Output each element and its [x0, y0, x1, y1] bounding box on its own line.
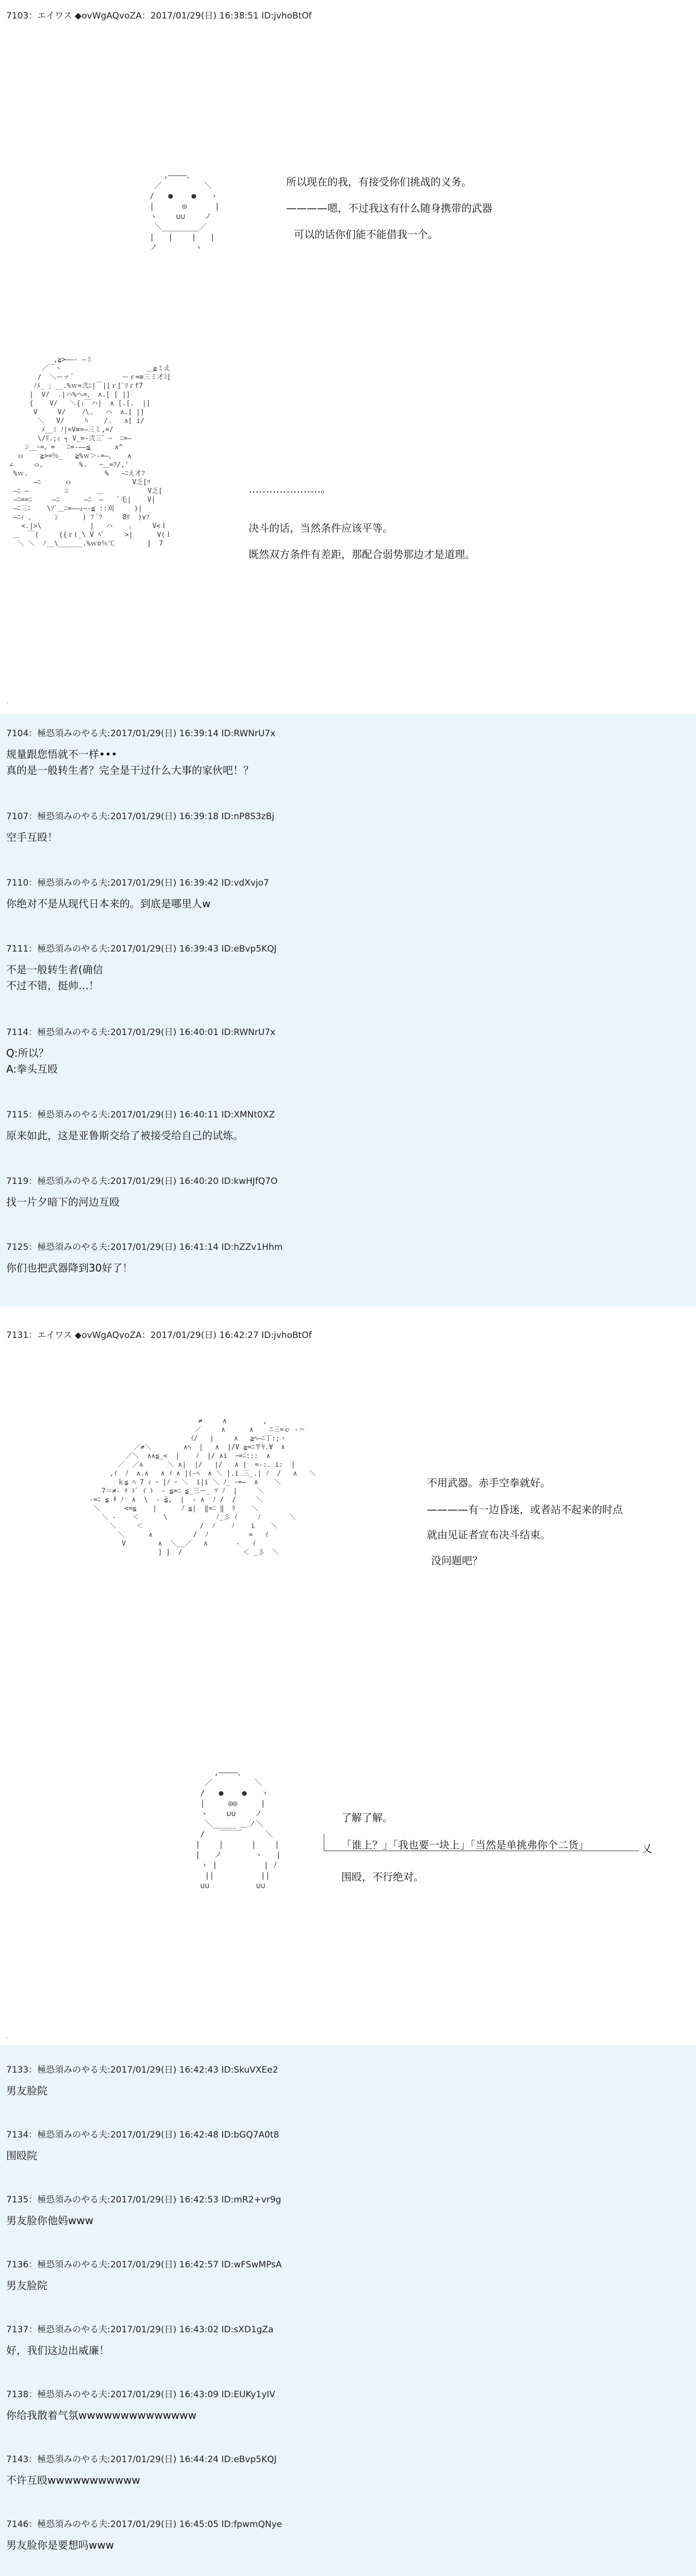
reply-7114: [6, 1025, 275, 1076]
story-refuse: 围殴，不行绝对。: [341, 1871, 424, 1883]
reply-7136: [6, 2257, 281, 2292]
reply-header: 7136：極恐須みのやる夫:2017/01/29(日) 16:42:57 ID:wFSwMPsA: [6, 2260, 282, 2270]
reply-7110: [6, 875, 269, 910]
reply-text: 男友脸院: [6, 2279, 47, 2292]
post-header: 7103：エイワス ◆ovWgAQvoZA：2017/01/29(日) 16:38:51 ID:jvhoBtOf: [6, 11, 312, 21]
reply-7133: [6, 2062, 278, 2097]
reply-7138: [6, 2387, 275, 2422]
reply-header: 7104：極恐須みのやる夫:2017/01/29(日) 16:39:14 ID:RWNrU7x: [6, 728, 276, 739]
story-line: 不用武器。赤手空拳就好。: [427, 1477, 551, 1489]
story-line: 就由见证者宣布决斗结束。: [427, 1529, 551, 1541]
reply-text: 男友脸你他妈www: [6, 2214, 94, 2227]
story-line: ————嗯，不过我这有什么随身携带的武器: [286, 202, 492, 214]
reply-7143: [6, 2452, 277, 2487]
ascii-art-face: ,――――、 ／ ＼ / ● ● ヽ | ◎◎ | ヽ ∪∪ ノ ＼_____ ＿ノ＼ / ￣￣￣ ＼ | | | | | ノ ヽ | ヽ | | ﾉ || || ∪∪ ∪∪: [195, 1768, 281, 1890]
reply-header: 7107：極恐須みのやる夫:2017/01/29(日) 16:39:18 ID:nP8S3zBj: [6, 811, 274, 822]
story-dots: …………………。: [248, 483, 331, 495]
reply-text: 男友脸院: [6, 2084, 47, 2097]
quote-tail: 乂: [642, 1842, 652, 1855]
reply-header: 7138：極恐須みのやる夫:2017/01/29(日) 16:43:09 ID:EUKy1yIV: [6, 2389, 275, 2400]
reply-text: 男友脸你是要想吗www: [6, 2539, 114, 2551]
post-header: 7131：エイワス ◆ovWgAQvoZA：2017/01/29(日) 16:42:27 ID:jvhoBtOf: [6, 1330, 312, 1341]
reply-header: 7119：極恐須みのやる夫:2017/01/29(日) 16:40:20 ID:kwHJfQ7O: [6, 1176, 278, 1187]
post-divider-dot: .: [6, 2032, 8, 2040]
reply-text: Q:所以？: [6, 1047, 49, 1059]
reply-text: A:拳头互殴: [6, 1063, 58, 1075]
reply-7125: [6, 1240, 283, 1275]
reply-header: 7133：極恐須みのやる夫:2017/01/29(日) 16:42:43 ID:SkuVXEe2: [6, 2065, 278, 2075]
reply-7135: [6, 2192, 281, 2227]
reply-header: 7134：極恐須みのやる夫:2017/01/29(日) 16:42:48 ID:bGQ7A0t8: [6, 2130, 279, 2140]
reply-7104: [6, 726, 275, 777]
story-line: ————有一边昏迷，或者站不起来的时点: [427, 1503, 623, 1516]
reply-7111: [6, 941, 277, 992]
reply-text: 围殴院: [6, 2149, 37, 2162]
reply-header: 7146：極恐須みのやる夫:2017/01/29(日) 16:45:05 ID:fpwmQNye: [6, 2519, 283, 2530]
reply-text: 不是一般转生者(确信: [6, 963, 103, 976]
reply-7119: [6, 1174, 277, 1209]
post-7103: [0, 0, 696, 714]
post-7131: [0, 1306, 696, 2045]
reply-text: 原来如此，这是亚鲁斯交给了被接受给自己的试炼。: [6, 1129, 243, 1142]
reply-7134: [6, 2127, 279, 2162]
story-understood: 了解了解。: [341, 1811, 393, 1824]
ascii-art-figure: ,≧>――‐ ―ミ ／￣ヽ ＿≧ミえ / ＼ーァ´ ーｒ=≡三ミ才ﾐ[ ﾉﾒ_ 」__.%ｗ=弐ﾆ|￣|[ｒ[ﾟﾘｒf7 | V/ .|ハ%ヘ=、 ∧.[ [ |] { V/ ＼{:￣ハ| ∧ [.[. |] V V/ ﾉ\. ハ ∧.[ |] ＼ V/ ﾊ /. ∧[ i/ ﾒ__ﾐ ﾉ|=V≡=―三ミ,=/ \/ﾘ.;ｨ ┐ V_=‐弐三゜ｰ ﾆ=― ﾝ__ｰ=、= ﾆ=‐――≦ ∧^ ｏ ≧>=％_ ≧%ｗ＞‐=―、 ∧ ∠ ｏ。 %. ｰ＿=ﾌ/,' %ｗ. % ―ﾆえ才ﾌ ―ﾆ ｏ V乏[ﾂ ―ﾆ ― ﾆ ＿ V乏[ ―ﾆ==ﾆ ―ﾆ ―ﾆ ― ﾟ毛| V| ―ﾆ三ﾆ \ｿﾞ＿ﾆ=――ｪ―‐≦ ::刈 )| ―ﾆｨ 、 ﾝ ) ﾌ ﾞﾌ 8ﾘ )∨ﾌ <.|>\ | ハ ｡ V<ｌ ＿ ￣( {{ｒ(_\ V ﾍﾞ >| V(ｌ ＼ ＼ ﾉ__\______.%ｗo％℃ ] 7: [9, 356, 172, 548]
reply-text: 规量跟您悟就不一样•••: [6, 748, 118, 760]
reply-header: 7115：極恐須みのやる夫:2017/01/29(日) 16:40:11 ID:XMNt0XZ: [6, 1110, 275, 1120]
reply-header: 7143：極恐須みのやる夫:2017/01/29(日) 16:44:24 ID:eBvp5KQJ: [6, 2454, 277, 2465]
reply-text: 不过不错，挺帅…！: [6, 979, 99, 992]
reply-7107: [6, 809, 274, 844]
reply-text: 真的是一般转生者？完全是干过什么大事的家伙吧！？: [6, 764, 254, 776]
replies-block-2: [0, 2045, 696, 2576]
ascii-art-face: ,――――、 ／ ＼ / ● ● ヽ | ◎ | ヽ ∪∪ ノ ＼________／ | | | | ノ ヽ: [150, 171, 220, 252]
replies-block-1: [0, 714, 696, 1306]
ascii-art-figure: ≠ ∧ , ／ ∧ ∧ ﾆ三=ｅ ‐＝ ｲ/ | ∧ ≧ﾍ―ﾆ丁:;ヽ ／≠＼ ∧ﾍ | ∧ |/V ≧=ﾆ〒ﾔ.∀ ∧ ／＼ ∧∧≦_< | ﾉ |/ ∧i ｰ=ﾆ::: ∧ ／ ／∧ ＼ ∧| |/ |/ ∧ | =-:. i: | ,ｲ ﾉ ∧.∧ ∧ ｲ ∧ |(‐ﾍ ∧ ＼ |.i 三_.| ﾉ / ∧ ＼ ｋ≦ ﾍ 7 ｨ ｰ |ﾉ ｰ ＼ i|i ＼ ﾉ_ ｰ=― ∧ ＼ 7＝≠‐ ﾁ ﾄﾞ ｲ ﾄ ‐ ≦=ﾆ ≦_三ー_ ﾂ ﾉ | ＼ ‐=ﾆ ≦ ﾀ ﾉ ∧ \ ‐ ̄≦, | ‐ ∧ ﾉ / / ＼ ＼ <=≦ | ﾉ ≦| ‖=ﾆ ‖ ﾘ ＼ ＼ ‐ ＜ \ ﾉ_彡 ｲ ﾉ ＼ ＼ ＜ / ﾉ ﾉ i ＼ ＼ ∧ / ﾉ = ｲ V ∧ ＼__／ ∧ ‐ ｲ ] ] / ＜ _彡 ＼: [89, 1417, 316, 1556]
reply-text: 好，我们这边出威廉！: [6, 2344, 109, 2357]
reply-header: 7137：極恐須みのやる夫:2017/01/29(日) 16:43:02 ID:sXD1gZa: [6, 2325, 274, 2335]
reply-7146: [6, 2517, 282, 2552]
reply-header: 7125：極恐須みのやる夫:2017/01/29(日) 16:41:14 ID:hZZv1Hhm: [6, 1242, 283, 1252]
reply-7115: [6, 1107, 275, 1142]
reply-header: 7111：極恐須みのやる夫:2017/01/29(日) 16:39:43 ID:eBvp5KQJ: [6, 944, 277, 954]
post-divider-dot: .: [6, 698, 8, 705]
story-line: 既然双方条件有差距，那配合弱势那边才是道理。: [248, 548, 475, 561]
reply-7137: [6, 2322, 274, 2357]
story-line: 可以的话你们能不能借我一个。: [294, 228, 438, 241]
reply-text: 找一片夕暗下的河边互殴: [6, 1196, 120, 1208]
reply-text: 你给我散着气氛wwwwwwwwwwwwww: [6, 2409, 197, 2421]
reply-header: 7135：極恐須みのやる夫:2017/01/29(日) 16:42:53 ID:mR2+vr9g: [6, 2195, 281, 2205]
reply-header: 7114：極恐須みのやる夫:2017/01/29(日) 16:40:01 ID:RWNrU7x: [6, 1027, 276, 1038]
story-line: 所以现在的我，有接受你们挑战的义务。: [286, 176, 472, 188]
reply-text: 不许互殴wwwwwwwwwww: [6, 2474, 140, 2486]
reply-text: 你们也把武器降到30好了！: [6, 1262, 133, 1274]
reply-text: 空手互殴！: [6, 831, 58, 843]
reply-text: 你绝对不是从现代日本来的。到底是哪里人w: [6, 897, 211, 910]
story-line: 决斗的话，当然条件应该平等。: [248, 522, 393, 534]
story-line: 没问题吧？: [431, 1554, 483, 1567]
reply-header: 7110：極恐須みのやる夫:2017/01/29(日) 16:39:42 ID:vdXvjo7: [6, 878, 269, 888]
quote-line: 「谁上？」「我也要一块上」「当然是单挑弗你个二货」: [341, 1839, 589, 1851]
